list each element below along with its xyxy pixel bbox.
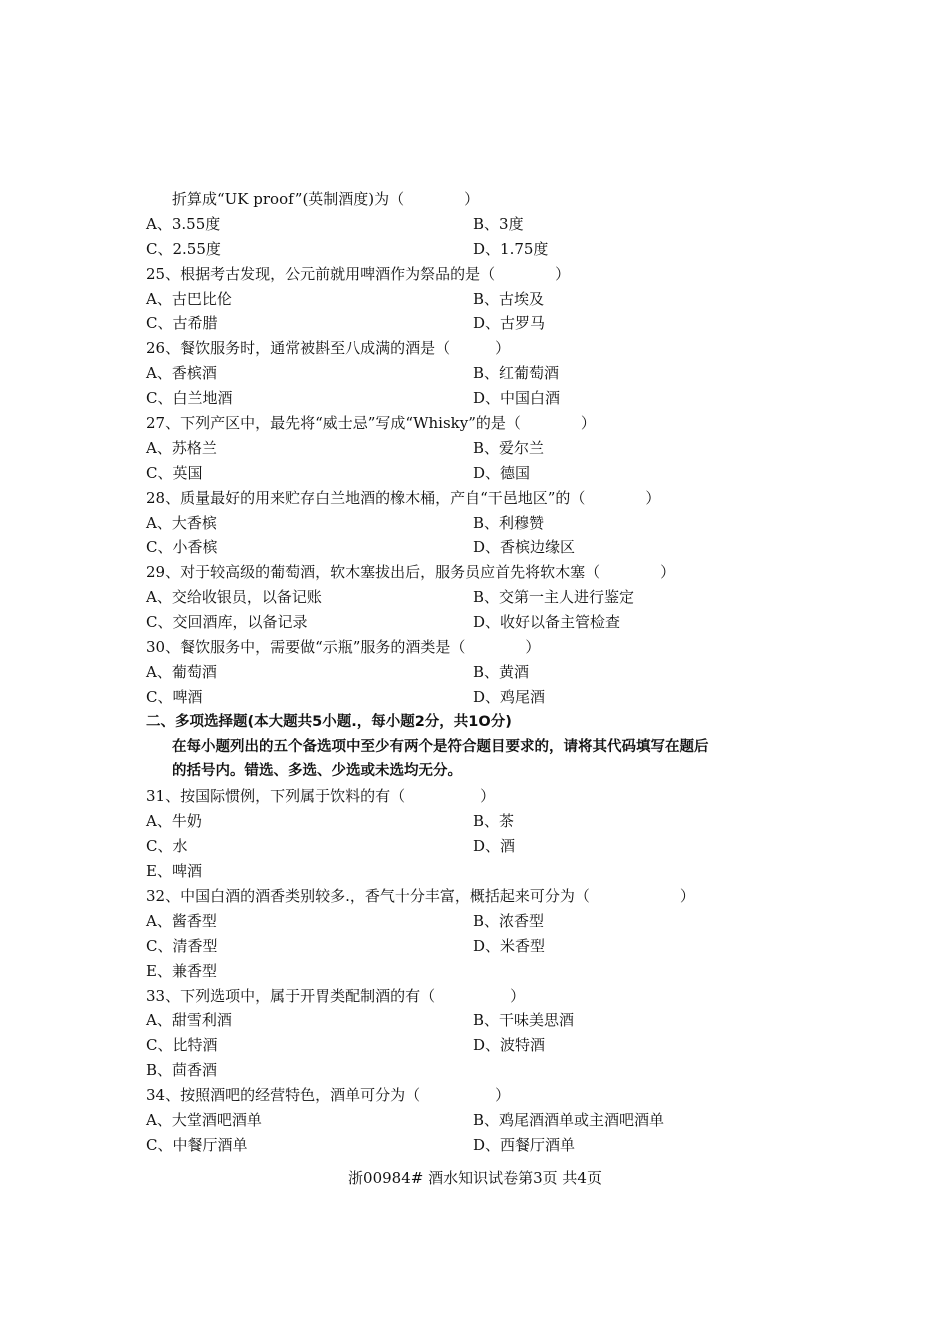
option-b: B、红葡萄酒 xyxy=(473,364,560,383)
option-a: A、牛奶 xyxy=(146,812,202,831)
question-32: 32、中国白酒的酒香类别较多.，香气十分丰富，概括起来可分为（ ） xyxy=(146,886,695,905)
options-row xyxy=(0,685,950,710)
option-a: A、甜雪利酒 xyxy=(146,1011,232,1030)
option-c: C、比特酒 xyxy=(146,1036,218,1055)
option-c: C、古希腊 xyxy=(146,314,218,333)
option-b: B、3度 xyxy=(473,214,524,233)
option-d: D、古罗马 xyxy=(473,314,546,333)
option-c: C、小香槟 xyxy=(146,538,218,557)
option-a: A、3.55度 xyxy=(146,214,221,233)
options-row xyxy=(0,1133,950,1158)
option-d: D、中国白酒 xyxy=(473,389,561,408)
option-a: A、香槟酒 xyxy=(146,364,217,383)
options-row xyxy=(0,511,950,536)
question-24-continuation: 折算成“UK proof”(英制酒度)为（ ） xyxy=(172,190,480,208)
options-row xyxy=(0,959,950,984)
options-row xyxy=(0,809,950,834)
option-c: C、水 xyxy=(146,837,188,856)
option-e: E、啤酒 xyxy=(146,862,202,881)
option-d: D、波特酒 xyxy=(473,1036,546,1055)
option-d: D、西餐厅酒单 xyxy=(473,1135,576,1154)
option-d: D、1.75度 xyxy=(473,239,549,258)
option-a: A、大香槟 xyxy=(146,513,217,532)
question-28: 28、质量最好的用来贮存白兰地酒的橡木桶，产自“干邑地区”的（ ） xyxy=(146,488,661,507)
options-row xyxy=(0,237,950,262)
option-a: A、酱香型 xyxy=(146,911,217,930)
option-b: B、干味美思酒 xyxy=(473,1011,575,1030)
option-c: C、交回酒库，以备记录 xyxy=(146,613,308,632)
option-b: B、黄酒 xyxy=(473,662,530,681)
options-row xyxy=(0,1108,950,1133)
options-row xyxy=(0,585,950,610)
option-b: B、爱尔兰 xyxy=(473,438,545,457)
option-c: C、啤酒 xyxy=(146,687,203,706)
option-c: C、2.55度 xyxy=(146,239,221,258)
option-b: B、茶 xyxy=(473,812,515,831)
option-c: C、英国 xyxy=(146,463,203,482)
options-row xyxy=(0,660,950,685)
section-2-title: 二、多项选择题(本大题共5小题.，每小题2分，共1O分) xyxy=(146,713,512,730)
exam-content xyxy=(0,187,950,1158)
options-row xyxy=(0,934,950,959)
options-row xyxy=(0,461,950,486)
option-b: B、浓香型 xyxy=(473,911,545,930)
options-row xyxy=(0,386,950,411)
options-row xyxy=(0,1033,950,1058)
options-row xyxy=(0,1008,950,1033)
question-27: 27、下列产区中，最先将“威士忌”写成“Whisky”的是（ ） xyxy=(146,414,596,433)
option-a: A、葡萄酒 xyxy=(146,662,217,681)
options-row xyxy=(0,212,950,237)
options-row xyxy=(0,834,950,859)
option-e: B、茴香酒 xyxy=(146,1061,218,1080)
page-footer: 浙00984# 酒水知识试卷第3页 共4页 xyxy=(348,1169,602,1187)
option-b: B、鸡尾酒酒单或主酒吧酒单 xyxy=(473,1110,665,1129)
option-a: A、大堂酒吧酒单 xyxy=(146,1110,262,1129)
question-26: 26、餐饮服务时，通常被斟至八成满的酒是（ ） xyxy=(146,339,511,358)
options-row xyxy=(0,859,950,884)
options-row xyxy=(0,1058,950,1083)
section-2-instructions-cont: 的括号内。错选、多选、少选或未选均无分。 xyxy=(172,763,462,780)
question-25: 25、根据考古发现，公元前就用啤酒作为祭品的是（ ） xyxy=(146,264,571,283)
options-row xyxy=(0,909,950,934)
option-e: E、兼香型 xyxy=(146,961,217,980)
question-30: 30、餐饮服务中，需要做“示瓶”服务的酒类是（ ） xyxy=(146,638,541,657)
question-33: 33、下列选项中，属于开胃类配制酒的有（ ） xyxy=(146,986,526,1005)
options-row xyxy=(0,610,950,635)
option-d: D、酒 xyxy=(473,837,516,856)
option-c: C、中餐厅酒单 xyxy=(146,1135,248,1154)
option-a: A、苏格兰 xyxy=(146,438,217,457)
option-a: A、古巴比伦 xyxy=(146,289,232,308)
question-29: 29、对于较高级的葡萄酒，软木塞拔出后，服务员应首先将软木塞（ ） xyxy=(146,563,676,582)
options-row xyxy=(0,361,950,386)
options-row xyxy=(0,287,950,312)
options-row xyxy=(0,436,950,461)
options-row xyxy=(0,535,950,560)
option-d: D、香槟边缘区 xyxy=(473,538,576,557)
option-d: D、德国 xyxy=(473,463,531,482)
option-c: C、清香型 xyxy=(146,936,218,955)
option-d: D、鸡尾酒 xyxy=(473,687,546,706)
option-b: B、交第一主人进行鉴定 xyxy=(473,588,635,607)
option-d: D、收好以备主管检查 xyxy=(473,613,621,632)
option-a: A、交给收银员，以备记账 xyxy=(146,588,322,607)
option-c: C、白兰地酒 xyxy=(146,389,233,408)
section-2-instructions: 在每小题列出的五个备选项中至少有两个是符合题目要求的，请将其代码填写在题后 xyxy=(172,738,709,755)
option-b: B、古埃及 xyxy=(473,289,545,308)
option-b: B、利穆赞 xyxy=(473,513,545,532)
question-34: 34、按照酒吧的经营特色，酒单可分为（ ） xyxy=(146,1086,511,1105)
option-d: D、米香型 xyxy=(473,936,546,955)
question-31: 31、按国际惯例，下列属于饮料的有（ ） xyxy=(146,787,496,806)
options-row xyxy=(0,311,950,336)
